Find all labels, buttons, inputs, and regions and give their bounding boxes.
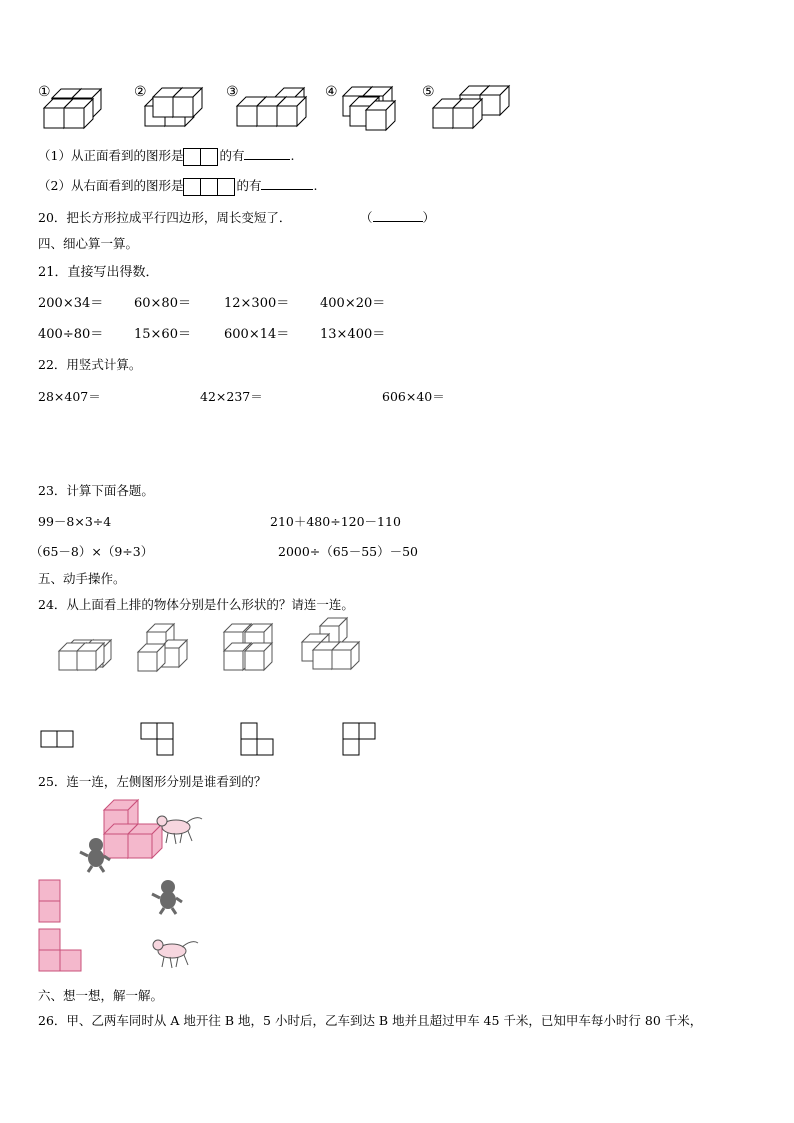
figure-label-5: ⑤ <box>422 84 435 100</box>
pink-cube-structure <box>104 800 162 858</box>
dog-icon[interactable] <box>157 816 202 844</box>
figure-label-3: ③ <box>226 84 239 100</box>
section-6-heading: 六、想一想，解一解。 <box>38 988 164 1003</box>
q21-title: 21．直接写出得数． <box>38 265 159 280</box>
q23-item-2: 210＋480÷120－110 <box>270 514 401 529</box>
q21-r1-c2: 60×80＝ <box>134 296 191 311</box>
dog-icon[interactable] <box>153 940 198 968</box>
pink-shape-vertical[interactable] <box>39 880 60 901</box>
paren-open: （ <box>360 210 373 225</box>
monkey-icon[interactable] <box>152 880 182 914</box>
section-4-heading: 四、细心算一算。 <box>38 236 139 251</box>
pink-shape-l[interactable] <box>39 929 60 950</box>
q22-item-3: 606×40＝ <box>382 389 445 404</box>
q23-item-1: 99－8×3÷4 <box>38 514 112 529</box>
q21-r1-c3: 12×300＝ <box>224 296 290 311</box>
q24-title: 24．从上面看上排的物体分别是什么形状的？请连一连。 <box>38 597 354 612</box>
figure-label-4: ④ <box>325 84 338 100</box>
q22-item-1: 28×407＝ <box>38 389 101 404</box>
q21-r2-c2: 15×60＝ <box>134 327 191 342</box>
q23-title: 23．计算下面各题。 <box>38 483 154 498</box>
q20-text: 20．把长方形拉成平行四边形，周长变短了． <box>38 210 292 225</box>
q19-sub1-prefix: （1）从正面看到的图形是 <box>38 148 184 163</box>
q19-sub1-end: . <box>290 148 295 163</box>
q21-r1-c4: 400×20＝ <box>320 296 386 311</box>
q21-r2-c1: 400÷80＝ <box>38 327 104 342</box>
q19-sub2-suffix: 的有 <box>236 178 262 193</box>
q23-item-3: （65－8）×（9÷3） <box>30 544 154 559</box>
q19-sub2-end: . <box>313 178 318 193</box>
figure-label-2: ② <box>134 84 147 100</box>
section-5-heading: 五、动手操作。 <box>38 571 126 586</box>
q23-item-4: 2000÷（65－55）－50 <box>278 544 419 559</box>
q22-title: 22．用竖式计算。 <box>38 357 142 372</box>
q19-sub1-suffix: 的有 <box>219 148 245 163</box>
paren-close: ） <box>422 210 436 225</box>
q21-r1-c1: 200×34＝ <box>38 296 104 311</box>
q26-text: 26．甲、乙两车同时从 A 地开往 B 地，5 小时后，乙车到达 B 地并且超过甲车 45 千米，已知甲车每小时行 80 千米， <box>38 1013 703 1028</box>
q21-r2-c3: 600×14＝ <box>224 327 290 342</box>
q22-item-2: 42×237＝ <box>200 389 263 404</box>
q21-r2-c4: 13×400＝ <box>320 327 386 342</box>
figure-label-1: ① <box>38 84 51 100</box>
q19-sub2-prefix: （2）从右面看到的图形是 <box>38 178 184 193</box>
q25-title: 25．连一连，左侧图形分别是谁看到的？ <box>38 774 267 789</box>
